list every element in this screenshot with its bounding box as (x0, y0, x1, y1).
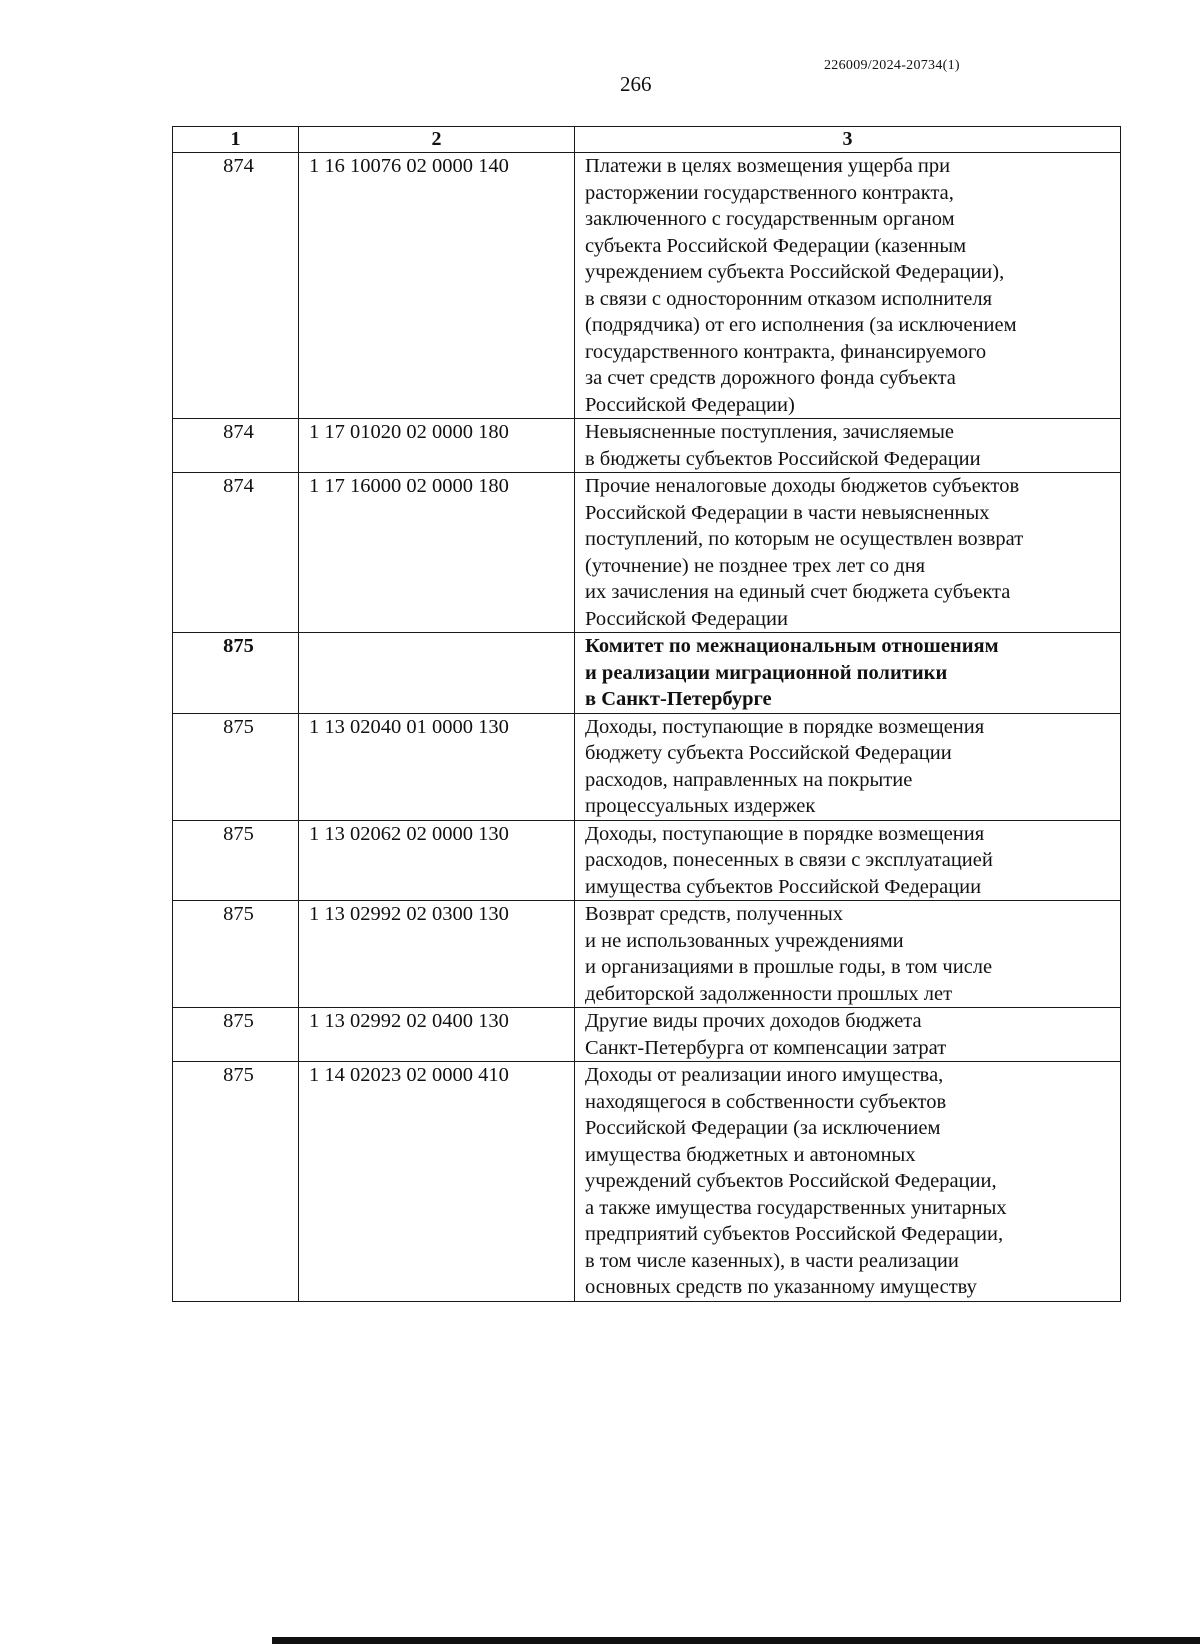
admin-code-cell: 875 (173, 633, 299, 714)
table-row (173, 713, 1121, 820)
table-body (173, 153, 1121, 1302)
table-row (173, 820, 1121, 901)
description-cell: Доходы, поступающие в порядке возмещения бюджету субъекта Российской Федерации расходов, направленных на покрытие процессуальных издержек (575, 713, 1121, 820)
table-row (173, 419, 1121, 473)
description-cell: Возврат средств, полученных и не использованных учреждениями и организациями в прошлые годы, в том числе дебиторской задолженности прошлых лет (575, 901, 1121, 1008)
kbk-code-cell: 1 13 02062 02 0000 130 (299, 820, 575, 901)
table-header (173, 127, 1121, 153)
budget-classification-table (172, 126, 1121, 1302)
kbk-code-cell (299, 633, 575, 714)
admin-code-cell: 875 (173, 1062, 299, 1302)
kbk-code-cell: 1 17 01020 02 0000 180 (299, 419, 575, 473)
table-row-section-heading (173, 633, 1121, 714)
table-row (173, 153, 1121, 419)
table-row (173, 1008, 1121, 1062)
kbk-code-cell: 1 14 02023 02 0000 410 (299, 1062, 575, 1302)
kbk-code-cell: 1 13 02040 01 0000 130 (299, 713, 575, 820)
description-cell: Невыясненные поступления, зачисляемые в бюджеты субъектов Российской Федерации (575, 419, 1121, 473)
kbk-code-cell: 1 17 16000 02 0000 180 (299, 473, 575, 633)
admin-code-cell: 874 (173, 419, 299, 473)
kbk-code-cell: 1 13 02992 02 0400 130 (299, 1008, 575, 1062)
section-heading-cell: Комитет по межнациональным отношениям и реализации миграционной политики в Санкт-Петербурге (575, 633, 1121, 714)
table-row (173, 1062, 1121, 1302)
description-cell: Прочие неналоговые доходы бюджетов субъектов Российской Федерации в части невыясненных поступлений, по которым не осуществлен возврат (уточнение) не позднее трех лет со дня их зачисления на единый счет бюджета субъекта Российской Федерации (575, 473, 1121, 633)
description-cell: Доходы от реализации иного имущества, находящегося в собственности субъектов Российской Федерации (за исключением имущества бюджетных и автономных учреждений субъектов Российской Федерации, а также имущества государственных унитарных предприятий субъектов Российской Федерации, в том числе казенных), в части реализации основных средств по указанному имуществу (575, 1062, 1121, 1302)
page-number: 266 (620, 72, 652, 96)
table-row (173, 901, 1121, 1008)
column-header-3: 3 (575, 127, 1121, 153)
table-header-row (173, 127, 1121, 153)
description-cell: Платежи в целях возмещения ущерба при расторжении государственного контракта, заключенного с государственным органом субъекта Российской Федерации (казенным учреждением субъекта Российской Федерации), в связи с односторонним отказом исполнителя (подрядчика) от его исполнения (за исключением государственного контракта, финансируемого за счет средств дорожного фонда субъекта Российской Федерации) (575, 153, 1121, 419)
scan-edge-line (272, 1637, 1200, 1644)
kbk-code-cell: 1 13 02992 02 0300 130 (299, 901, 575, 1008)
document-id: 226009/2024-20734(1) (824, 58, 960, 73)
admin-code-cell: 875 (173, 1008, 299, 1062)
kbk-code-cell: 1 16 10076 02 0000 140 (299, 153, 575, 419)
column-header-1: 1 (173, 127, 299, 153)
column-header-2: 2 (299, 127, 575, 153)
description-cell: Доходы, поступающие в порядке возмещения расходов, понесенных в связи с эксплуатацией имущества субъектов Российской Федерации (575, 820, 1121, 901)
admin-code-cell: 874 (173, 473, 299, 633)
admin-code-cell: 875 (173, 713, 299, 820)
admin-code-cell: 874 (173, 153, 299, 419)
admin-code-cell: 875 (173, 901, 299, 1008)
table-row (173, 473, 1121, 633)
admin-code-cell: 875 (173, 820, 299, 901)
description-cell: Другие виды прочих доходов бюджета Санкт-Петербурга от компенсации затрат (575, 1008, 1121, 1062)
